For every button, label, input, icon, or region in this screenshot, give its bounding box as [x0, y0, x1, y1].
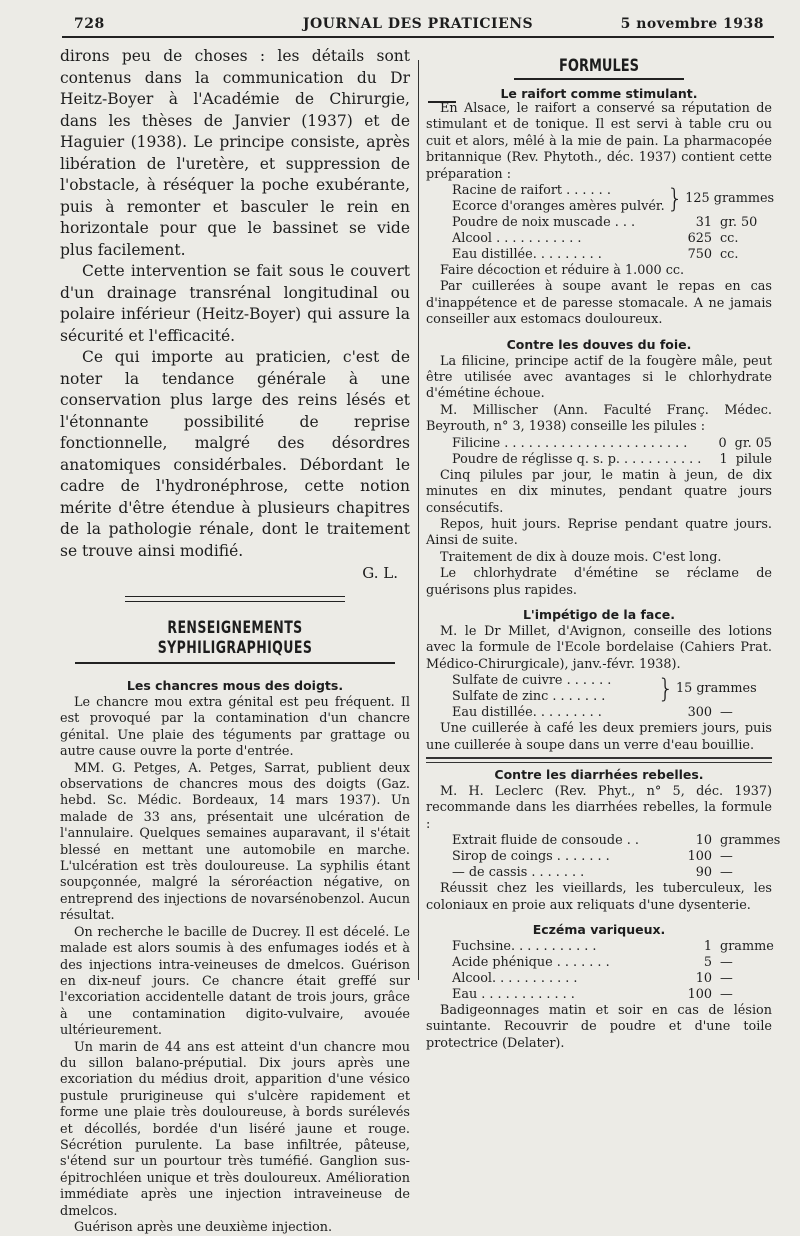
formula-eczema [426, 922, 772, 1052]
subsection-title: Contre les douves du foie. [506, 336, 692, 352]
paragraph: Le chlorhydrate d'émétine se réclame de guérisons plus rapides. [426, 566, 772, 598]
formula-douves [426, 337, 772, 599]
paragraph: En Alsace, le raifort a conservé sa réputation de stimulant et de tonique. Il est servi à table cru ou cuit et alors, mêlé à la mie de pain. La pharmacopée britannique (Rev. Phytoth., déc. 1937) contient cette préparation : [426, 101, 772, 182]
ingredient: Poudre de réglisse q. s. p. . . . . . . . . . . [452, 451, 702, 467]
quantity: 0 [718, 435, 727, 451]
quantity: 100 [687, 849, 712, 865]
subsection-title: Contre les diarrhées rebelles. [494, 766, 704, 782]
ingredient: Ecorce d'oranges amères pulvér. [452, 199, 665, 215]
journal-title: JOURNAL DES PRATICIENS [302, 16, 534, 32]
paragraph: Badigeonnages matin et soir en cas de lésion suintante. Recouvrir de poudre et d'une toile protectrice (Delater). [426, 1003, 772, 1051]
recipe [452, 436, 772, 468]
ingredient: Sirop de coings . . . . . . . [452, 849, 610, 865]
ingredient: Fuchsine. . . . . . . . . . . [452, 939, 597, 954]
paragraph: Par cuillerées à soupe avant le repas en cas d'inappétence et de paresse stomacale. A ne jamais conseiller aux estomacs douloureux. [426, 279, 772, 328]
section-divider [426, 757, 772, 763]
unit: gr. 05 [734, 435, 772, 451]
ingredient: Acide phénique . . . . . . . [452, 955, 610, 970]
brace: } [657, 674, 674, 705]
ingredient: Extrait fluide de consoude . . [452, 833, 639, 849]
formula-raifort [426, 86, 775, 329]
unit: grammes [720, 833, 781, 849]
brace-group [452, 673, 772, 705]
right-column [426, 56, 781, 1052]
unit: — [720, 971, 733, 986]
syphilis-article [60, 695, 410, 1236]
left-column [60, 46, 410, 1236]
paragraph: Traitement de dix à douze mois. C'est long. [440, 549, 722, 565]
unit: cc. [720, 231, 739, 247]
paragraph: Faire décoction et réduire à 1.000 cc. [440, 263, 685, 279]
ingredient: Racine de raifort . . . . . . [452, 183, 611, 199]
quantity: 15 grammes [676, 681, 757, 697]
section-divider [125, 596, 345, 602]
header-rule [62, 36, 774, 38]
subsection-title: Les chancres mous des doigts. [126, 678, 344, 693]
paragraph: Ce qui importe au praticien, c'est de noter la tendance générale à une conservation plus large des reins lésés et l'étonnante possibilité de reprise fonctionnelle, malgré des désordres anatomiques considérbales. Débordant le cadre de l'hydronéphrose, cette notion mérite d'être étendue à plusieurs chapitres de la pathologie rénale, dont le traitement se trouve ainsi modifié. [60, 348, 410, 560]
page-number: 728 [74, 16, 105, 32]
unit: cc. [720, 247, 739, 263]
brace: } [666, 184, 684, 215]
formula-diarrhees [426, 766, 781, 914]
paragraph: dirons peu de choses : les détails sont contenus dans la communication du Dr Heitz-Boyer à l'Académie de Chirurgie, dans les thèses de Janvier (1937) et de Haguier (1938). Le principe consiste, après libération de l'uretère, et suppression de l'obstacle, à réséquer la poche exubérante, puis à remonter et basculer le rein en horizontale pour que le bassinet se vide plus facilement. [60, 47, 410, 259]
unit: — [720, 865, 733, 881]
unit: — [720, 705, 733, 721]
brace-group [452, 183, 775, 215]
quantity: 5 [703, 955, 712, 970]
formula-impetigo [426, 607, 772, 754]
quantity: 1 [719, 451, 728, 467]
quantity: 625 [687, 231, 712, 247]
paragraph: Le chancre mou extra génital est peu fréquent. Il est provoqué par la contamination d'un chancre génital. Une plaie des téguments par grattage ou autre cause ouvre la porte d'entrée. [60, 695, 410, 760]
subsection-title: Le raifort comme stimulant. [500, 86, 698, 101]
ingredient: Poudre de noix muscade . . . [452, 215, 636, 231]
recipe [452, 833, 781, 881]
paragraph: On recherche le bacille de Ducrey. Il est décelé. Le malade est alors soumis à des enfumages iodés et à des injections intra-veineuses de dmelcos. Guérison en dix-neuf jours. Ce chancre était greffé sur l'excoriation accidentelle datant de trois jours, grâce à une contamination digito-vulvaire, avouée ultérieurement. [60, 924, 410, 1039]
recipe [452, 673, 772, 721]
quantity: 300 [687, 705, 712, 721]
recipe [452, 939, 772, 1003]
quantity: 125 grammes [685, 191, 775, 207]
ingredient: — de cassis . . . . . . . [452, 865, 585, 881]
unit: gramme [720, 939, 774, 954]
subsection-title: Eczéma variqueux. [532, 922, 666, 937]
formules-title: FORMULES [559, 56, 639, 76]
recipe [452, 183, 775, 263]
subsection-title: L'impétigo de la face. [522, 606, 676, 622]
article-continuation [60, 46, 410, 562]
paragraph: Une cuillerée à café les deux premiers jours, puis une cuillerée à soupe dans un verre d'eau bouillie. [426, 721, 772, 753]
formules-rule [514, 78, 684, 80]
ingredient: Eau distillée. . . . . . . . . [452, 247, 602, 263]
paragraph: La filicine, principe actif de la fougère mâle, peut être utilisée avec avantages si le chlorhydrate d'émétine échoue. [426, 353, 772, 402]
unit: — [720, 987, 733, 1002]
paragraph: MM. G. Petges, A. Petges, Sarrat, publient deux observations de chancres mous des doigts (Gaz. hebd. Sc. Médic. Bordeaux, 14 mars 1937). Un malade de 33 ans, présentait une ulcération de l'annulaire. Quelques semaines auparavant, il s'était blessé en mettant une automobile en marche. L'ulcération est très douloureuse. La syphilis étant soupçonnée, malgré la séroréaction négative, on entreprend des injections de novarsénobenzol. Aucun résultat. [60, 760, 410, 924]
paragraph: M. Millischer (Ann. Faculté Franç. Médec. Beyrouth, n° 3, 1938) conseille les pilules : [426, 402, 772, 435]
unit: — [720, 955, 733, 970]
signature: G. L. [362, 564, 398, 582]
paragraph: M. le Dr Millet, d'Avignon, conseille des lotions avec la formule de l'Ecole bordelaise (Cahiers Prat. Médico-Chirurgicale), janv.-févr. 1938). [426, 623, 772, 672]
issue-date: 5 novembre 1938 [620, 16, 764, 32]
quantity: 100 [687, 987, 712, 1002]
page-header [62, 16, 774, 38]
ingredient: Eau . . . . . . . . . . . . [452, 987, 575, 1002]
paragraph: Repos, huit jours. Reprise pendant quatre jours. Ainsi de suite. [426, 516, 772, 549]
ingredient: Sulfate de cuivre . . . . . . [452, 673, 612, 689]
ingredient: Eau distillée. . . . . . . . . [452, 705, 602, 721]
paragraph: M. H. Leclerc (Rev. Phyt., n° 5, déc. 1937) recommande dans les diarrhées rebelles, la formule : [426, 783, 772, 832]
ingredient: Alcool. . . . . . . . . . . [452, 971, 578, 986]
quantity: 750 [687, 247, 712, 263]
paragraph: Réussit chez les vieillards, les tuberculeux, les coloniaux en proie aux reliquats d'une dysenterie. [426, 881, 772, 913]
section-title-rule [75, 662, 395, 664]
quantity: 31 [695, 215, 712, 231]
paragraph: Un marin de 44 ans est atteint d'un chancre mou du sillon balano-préputial. Dix jours après une excoriation du médius droit, apparition d'une vésico pustule prurigineuse qui s'ulcère rapidement et forme une plaie très douloureuse, à bords surélevés et décollés, bordée d'un liséré jaune et rouge. Sécrétion purulente. La base infiltrée, pâteuse, s'étend sur un pourtour très tuméfié. Ganglion sus-épitrochléen unique et très douloureux. Amélioration immédiate après une injection intraveineuse de dmelcos. [60, 1039, 410, 1219]
paragraph: Cette intervention se fait sous le couvert d'un drainage transrénal longitudinal ou polaire inférieur (Heitz-Boyer) qui assure la sécurité et l'efficacité. [60, 262, 410, 345]
quantity: 10 [695, 833, 712, 849]
column-separator [418, 60, 419, 980]
ingredient: Sulfate de zinc . . . . . . . [452, 689, 606, 705]
unit: pilule [735, 451, 772, 467]
ingredient: Filicine . . . . . . . . . . . . . . . . . . . . . . . [452, 435, 688, 451]
ingredient: Alcool . . . . . . . . . . . [452, 231, 582, 247]
paragraph: Guérison après une deuxième injection. [74, 1220, 333, 1235]
section-title: RENSEIGNEMENTS SYPHILIGRAPHIQUES [157, 618, 313, 658]
paragraph: Cinq pilules par jour, le matin à jeun, de dix minutes en dix minutes, pendant quatre jours consécutifs. [426, 467, 772, 516]
quantity: 90 [695, 865, 712, 881]
quantity: 1 [703, 939, 712, 954]
unit: — [720, 849, 733, 865]
unit: gr. 50 [720, 215, 758, 231]
quantity: 10 [695, 971, 712, 986]
